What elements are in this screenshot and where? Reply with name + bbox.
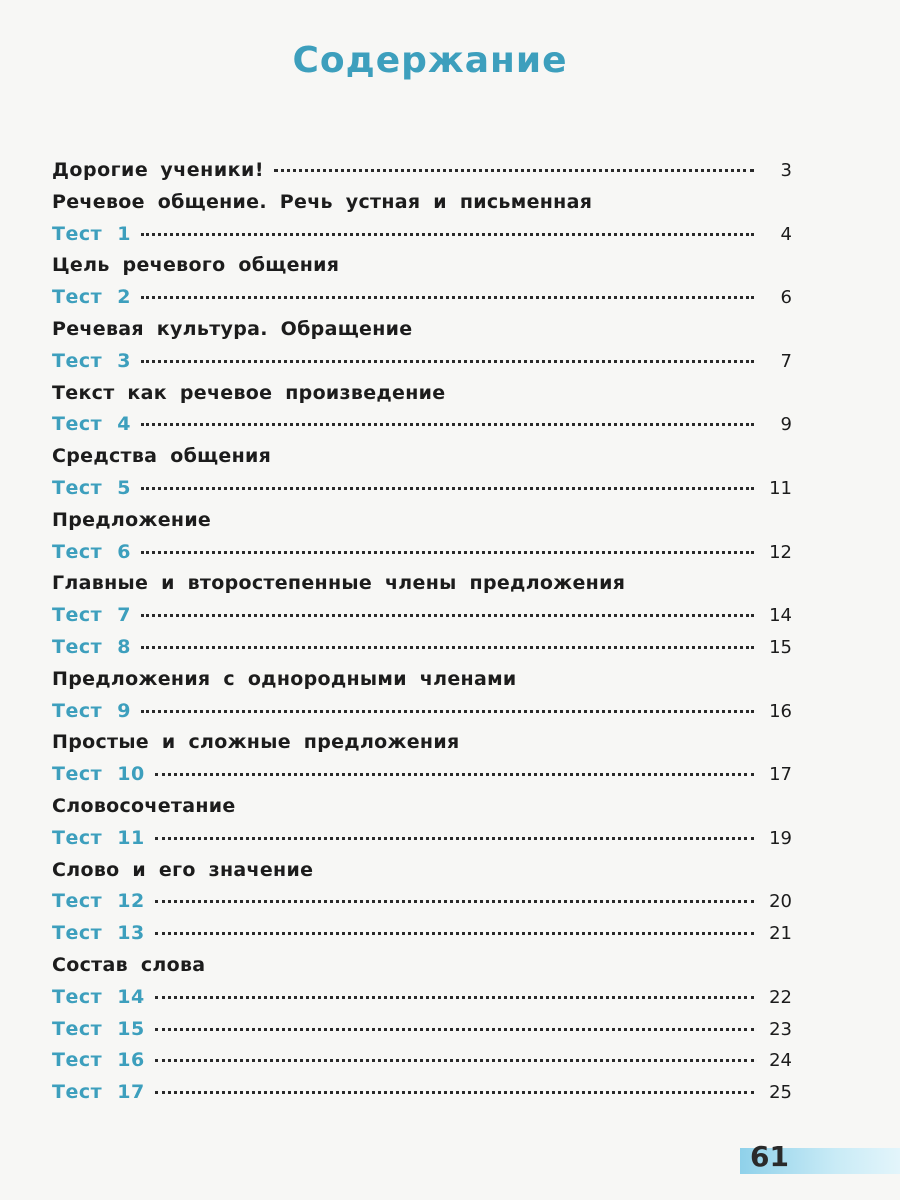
toc-page-number: 20 bbox=[769, 891, 792, 913]
toc-section bbox=[52, 505, 792, 537]
toc-page-number: 6 bbox=[780, 287, 792, 309]
toc-entry-test[interactable] bbox=[52, 759, 792, 791]
toc-entry-test[interactable] bbox=[52, 823, 792, 855]
toc-section-title: Простые и сложные предложения bbox=[52, 731, 460, 754]
toc-page-number: 25 bbox=[769, 1082, 792, 1104]
toc-test-label: Тест 10 bbox=[52, 763, 145, 786]
toc-entry-label: Дорогие ученики! bbox=[52, 159, 264, 181]
toc-section-title: Средства общения bbox=[52, 445, 272, 468]
toc-page-number: 7 bbox=[780, 350, 792, 372]
dot-leader bbox=[155, 900, 754, 903]
table-of-contents bbox=[52, 155, 792, 1109]
dot-leader bbox=[141, 710, 754, 713]
toc-entry-test[interactable] bbox=[52, 982, 792, 1014]
toc-test-label: Тест 16 bbox=[52, 1049, 145, 1072]
toc-page-number: 4 bbox=[780, 223, 792, 245]
toc-section-title: Цель речевого общения bbox=[52, 254, 340, 277]
toc-test-label: Тест 11 bbox=[52, 826, 145, 849]
toc-test-label: Тест 2 bbox=[52, 286, 131, 309]
toc-page-number: 17 bbox=[769, 764, 792, 786]
dot-leader bbox=[141, 487, 754, 490]
toc-entry-test[interactable] bbox=[52, 632, 792, 664]
toc-entry-test[interactable] bbox=[52, 886, 792, 918]
toc-section-title: Состав слова bbox=[52, 953, 206, 976]
toc-page-number: 22 bbox=[769, 986, 792, 1008]
toc-section bbox=[52, 441, 792, 473]
dot-leader bbox=[155, 996, 754, 999]
toc-section bbox=[52, 727, 792, 759]
dot-leader bbox=[155, 932, 754, 935]
toc-page-number: 15 bbox=[769, 636, 792, 658]
toc-entry-test[interactable] bbox=[52, 282, 792, 314]
toc-page-number: 16 bbox=[769, 700, 792, 722]
dot-leader bbox=[141, 296, 754, 299]
dot-leader bbox=[155, 1091, 754, 1094]
toc-page-number: 19 bbox=[769, 827, 792, 849]
toc-page-number: 3 bbox=[780, 160, 792, 181]
toc-section bbox=[52, 791, 792, 823]
toc-entry-test[interactable] bbox=[52, 1014, 792, 1046]
toc-page-number: 14 bbox=[769, 605, 792, 627]
toc-page-number: 9 bbox=[780, 414, 792, 436]
toc-section-title: Слово и его значение bbox=[52, 858, 314, 881]
toc-section-title: Текст как речевое произведение bbox=[52, 381, 446, 404]
toc-test-label: Тест 15 bbox=[52, 1017, 145, 1040]
dot-leader bbox=[274, 169, 754, 172]
dot-leader bbox=[155, 837, 754, 840]
toc-test-label: Тест 14 bbox=[52, 985, 145, 1008]
toc-entry-test[interactable] bbox=[52, 473, 792, 505]
toc-section bbox=[52, 314, 792, 346]
toc-test-label: Тест 5 bbox=[52, 476, 131, 499]
toc-page-number: 23 bbox=[769, 1018, 792, 1040]
toc-section bbox=[52, 250, 792, 282]
toc-section bbox=[52, 855, 792, 887]
toc-page-number: 24 bbox=[769, 1050, 792, 1072]
dot-leader bbox=[141, 233, 754, 236]
toc-test-label: Тест 3 bbox=[52, 349, 131, 372]
toc-page-number: 12 bbox=[769, 541, 792, 563]
dot-leader bbox=[141, 614, 754, 617]
toc-section bbox=[52, 664, 792, 696]
toc-test-label: Тест 4 bbox=[52, 413, 131, 436]
dot-leader bbox=[155, 1059, 754, 1062]
toc-test-label: Тест 6 bbox=[52, 540, 131, 563]
toc-entry-test[interactable] bbox=[52, 1077, 792, 1109]
toc-test-label: Тест 12 bbox=[52, 890, 145, 913]
dot-leader bbox=[155, 1028, 754, 1031]
toc-test-label: Тест 1 bbox=[52, 222, 131, 245]
toc-section bbox=[52, 378, 792, 410]
toc-page-number: 11 bbox=[769, 477, 792, 499]
toc-section-title: Предложение bbox=[52, 508, 212, 531]
toc-section-title: Речевое общение. Речь устная и письменная bbox=[52, 190, 593, 213]
toc-section bbox=[52, 568, 792, 600]
dot-leader bbox=[141, 551, 754, 554]
toc-entry-test[interactable] bbox=[52, 537, 792, 569]
toc-section-title: Главные и второстепенные члены предложения bbox=[52, 572, 626, 595]
toc-section-title: Словосочетание bbox=[52, 794, 236, 817]
toc-entry-test[interactable] bbox=[52, 696, 792, 728]
dot-leader bbox=[141, 423, 754, 426]
toc-section-title: Речевая культура. Обращение bbox=[52, 317, 413, 340]
toc-entry-test[interactable] bbox=[52, 1045, 792, 1077]
page-title: Содержание bbox=[292, 40, 568, 81]
toc-test-label: Тест 9 bbox=[52, 699, 131, 722]
toc-test-label: Тест 7 bbox=[52, 604, 131, 627]
toc-entry-test[interactable] bbox=[52, 346, 792, 378]
page-number: 61 bbox=[750, 1140, 789, 1173]
toc-section-title: Предложения с однородными членами bbox=[52, 667, 517, 690]
dot-leader bbox=[155, 773, 754, 776]
toc-test-label: Тест 13 bbox=[52, 922, 145, 945]
toc-entry-intro[interactable] bbox=[52, 155, 792, 187]
toc-page-number: 21 bbox=[769, 923, 792, 945]
dot-leader bbox=[141, 646, 754, 649]
toc-entry-test[interactable] bbox=[52, 219, 792, 251]
toc-section bbox=[52, 187, 792, 219]
toc-test-label: Тест 8 bbox=[52, 635, 131, 658]
dot-leader bbox=[141, 360, 754, 363]
toc-entry-test[interactable] bbox=[52, 409, 792, 441]
toc-entry-test[interactable] bbox=[52, 600, 792, 632]
toc-test-label: Тест 17 bbox=[52, 1081, 145, 1104]
toc-section bbox=[52, 950, 792, 982]
toc-entry-test[interactable] bbox=[52, 918, 792, 950]
